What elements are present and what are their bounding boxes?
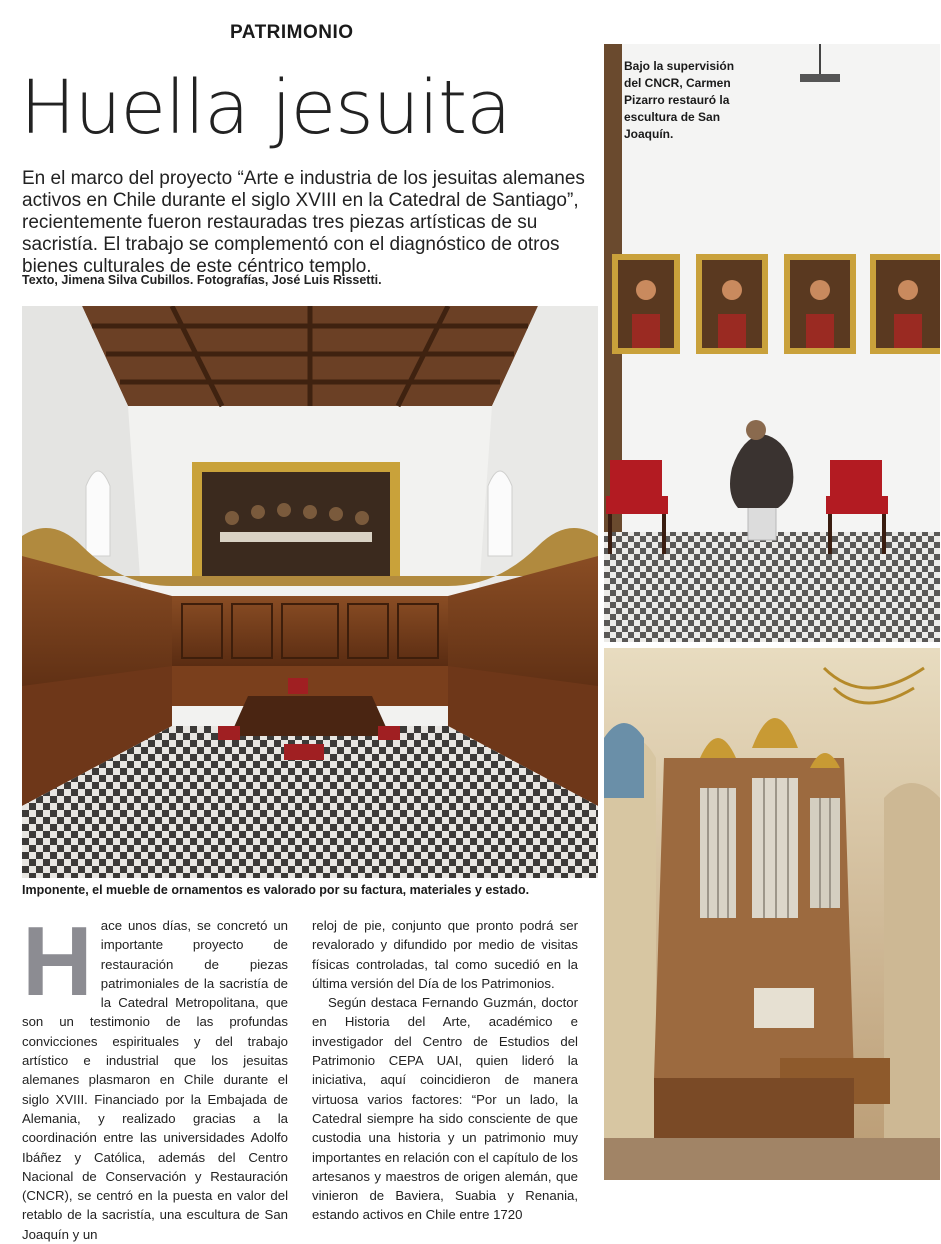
article-lede: En el marco del proyecto “Arte e industria de los jesuitas alemanes activos en Chile durante el siglo XVIII en la Catedral de Santiago”, recientemente fueron restauradas tres piezas artísticas de su sacristía. El trabajo se complementó con el diagnóstico de otros bienes culturales de este céntrico templo.: [22, 168, 585, 277]
article-headline: Huella jesuita: [20, 65, 511, 151]
main-photo-caption: Imponente, el mueble de ornamentos es valorado por su factura, materiales y estado.: [22, 883, 530, 897]
body-paragraph: ace unos días, se concretó un importante proyecto de restauración de piezas patrimoniales de la sacristía de la Catedral Metropolitana, que son un testimonio de las profundas convicciones espirituales y del trabajo artístico e industrial que los jesuitas alemanes plasmaron en Chile durante el siglo XVIII. Financiado por la Embajada de Alemania, y realizado gracias a la coordinación entre las universidades Adolfo Ibáñez y Católica, además del Centro Nacional de Conservación y Restauración (CNCR), se centró en la puesta en valor del retablo de la sacristía, una escultura de San Joaquín y un: [22, 918, 288, 1242]
body-paragraph: Según destaca Fernando Guzmán, doctor en Historia del Arte, académico e investigador del Centro de Estudios del Patrimonio CEPA UAI, quien lideró la iniciativa, aquí coincidieron de manera virtuosa varios factores: “Por un lado, la Catedral siempre ha sido consciente de que custodia una historia y un patrimonio muy importantes en relación con el capítulo de los artesanos y maestros de origen alemán, que vinieron de Baviera, Suabia y Renania, estando activos en Chile entre 1720: [312, 995, 578, 1223]
section-label: PATRIMONIO: [230, 22, 354, 43]
drop-cap: H: [22, 906, 93, 1016]
body-column-1: [22, 906, 288, 1244]
body-column-2: [312, 916, 578, 1225]
organ-photo: [604, 648, 940, 1180]
sacristy-photo: [22, 306, 598, 878]
san-joaquin-photo: [604, 44, 940, 642]
article-byline: Texto, Jimena Silva Cubillos. Fotografías, José Luis Rissetti.: [22, 273, 382, 287]
side-photo-caption: Bajo la supervisión del CNCR, Carmen Pizarro restauró la escultura de San Joaquín.: [624, 59, 735, 141]
body-paragraph: reloj de pie, conjunto que pronto podrá ser revalorado y difundido por medio de visitas físicas controladas, tal como sucedió en la última versión del Día de los Patrimonios.: [312, 918, 578, 991]
